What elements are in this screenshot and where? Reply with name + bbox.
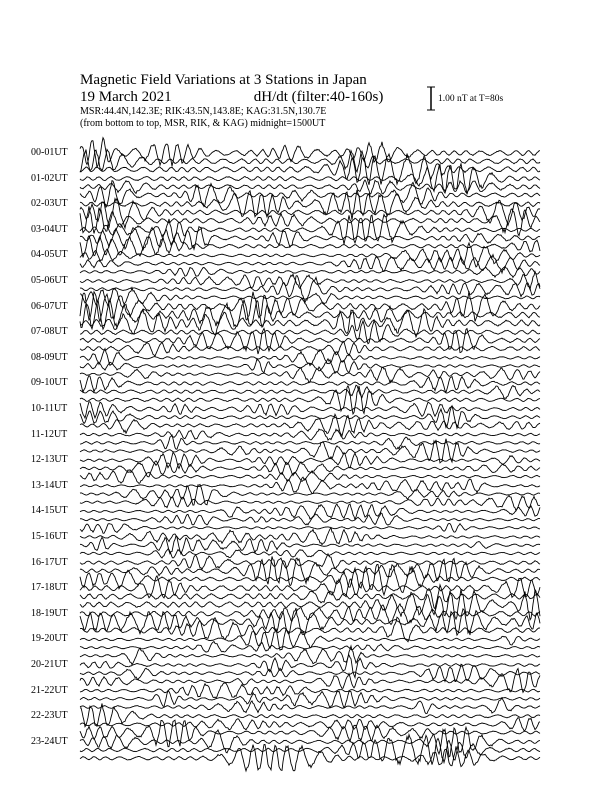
trace-msr-00-01ut bbox=[80, 138, 540, 167]
order-note: (from bottom to top, MSR, RIK, & KAG) midnight=1500UT bbox=[80, 118, 326, 129]
hour-label: 06-07UT bbox=[31, 300, 68, 312]
hour-label: 13-14UT bbox=[31, 479, 68, 491]
hour-label: 01-02UT bbox=[31, 172, 68, 184]
trace-msr-14-15ut bbox=[80, 504, 540, 520]
hour-label: 09-10UT bbox=[31, 377, 68, 389]
trace-rik-10-11ut bbox=[80, 406, 540, 428]
trace-kag-04-05ut bbox=[80, 266, 540, 277]
trace-msr-06-07ut bbox=[80, 291, 540, 322]
hour-label: 11-12UT bbox=[31, 428, 68, 440]
trace-msr-03-04ut bbox=[80, 215, 540, 245]
quantity-label: dH/dt (filter:40-160s) bbox=[253, 89, 384, 105]
trace-rik-11-12ut bbox=[80, 435, 540, 449]
hour-label: 04-05UT bbox=[31, 249, 68, 261]
trace-msr-23-24ut bbox=[80, 727, 540, 756]
hour-label: 19-20UT bbox=[31, 633, 68, 645]
trace-rik-21-22ut bbox=[80, 691, 540, 708]
hour-label: 17-18UT bbox=[31, 582, 68, 594]
trace-rik-12-13ut bbox=[80, 461, 540, 477]
scale-label: 1.00 nT at T=80s bbox=[438, 94, 504, 104]
chart-title: Magnetic Field Variations at 3 Stations in Japan bbox=[80, 72, 367, 88]
trace-msr-15-16ut bbox=[80, 528, 540, 545]
hour-label: 18-19UT bbox=[31, 607, 68, 619]
hour-label: 10-11UT bbox=[31, 403, 68, 414]
hour-label: 00-01UT bbox=[31, 147, 68, 158]
station-coordinates: MSR:44.4N,142.3E; RIK:43.5N,143.8E; KAG:31.5N,130.7E bbox=[80, 106, 327, 117]
hour-label: 07-08UT bbox=[31, 326, 68, 338]
trace-kag-15-16ut bbox=[80, 549, 540, 558]
trace-msr-07-08ut bbox=[80, 321, 540, 344]
trace-rik-15-16ut bbox=[80, 536, 540, 554]
trace-kag-00-01ut bbox=[80, 154, 540, 185]
trace-msr-11-12ut bbox=[80, 429, 540, 440]
hour-label: 02-03UT bbox=[31, 198, 68, 210]
trace-kag-08-09ut bbox=[80, 367, 540, 383]
hour-label: 14-15UT bbox=[31, 505, 68, 517]
trace-rik-02-03ut bbox=[80, 198, 540, 228]
hour-label: 20-21UT bbox=[31, 659, 68, 670]
hour-label: 08-09UT bbox=[31, 351, 68, 363]
trace-msr-09-10ut bbox=[80, 376, 540, 392]
hour-label: 05-06UT bbox=[31, 275, 68, 286]
date-label: 19 March 2021 bbox=[80, 89, 172, 105]
trace-msr-08-09ut bbox=[80, 349, 540, 366]
trace-kag-13-14ut bbox=[80, 496, 540, 511]
hour-label: 03-04UT bbox=[31, 223, 68, 235]
hour-label: 16-17UT bbox=[31, 556, 68, 568]
hour-label: 23-24UT bbox=[31, 735, 68, 747]
trace-rik-09-10ut bbox=[80, 385, 540, 398]
hour-label: 21-22UT bbox=[31, 684, 68, 696]
hour-label: 12-13UT bbox=[31, 454, 68, 466]
trace-msr-05-06ut bbox=[80, 271, 540, 289]
trace-rik-22-23ut bbox=[80, 718, 540, 731]
trace-kag-10-11ut bbox=[80, 414, 540, 436]
trace-rik-06-07ut bbox=[80, 299, 540, 329]
hour-label: 15-16UT bbox=[31, 531, 68, 542]
trace-rik-20-21ut bbox=[80, 664, 540, 681]
hour-label: 22-23UT bbox=[31, 710, 68, 722]
trace-msr-21-22ut bbox=[80, 683, 540, 698]
trace-msr-13-14ut bbox=[80, 477, 540, 493]
